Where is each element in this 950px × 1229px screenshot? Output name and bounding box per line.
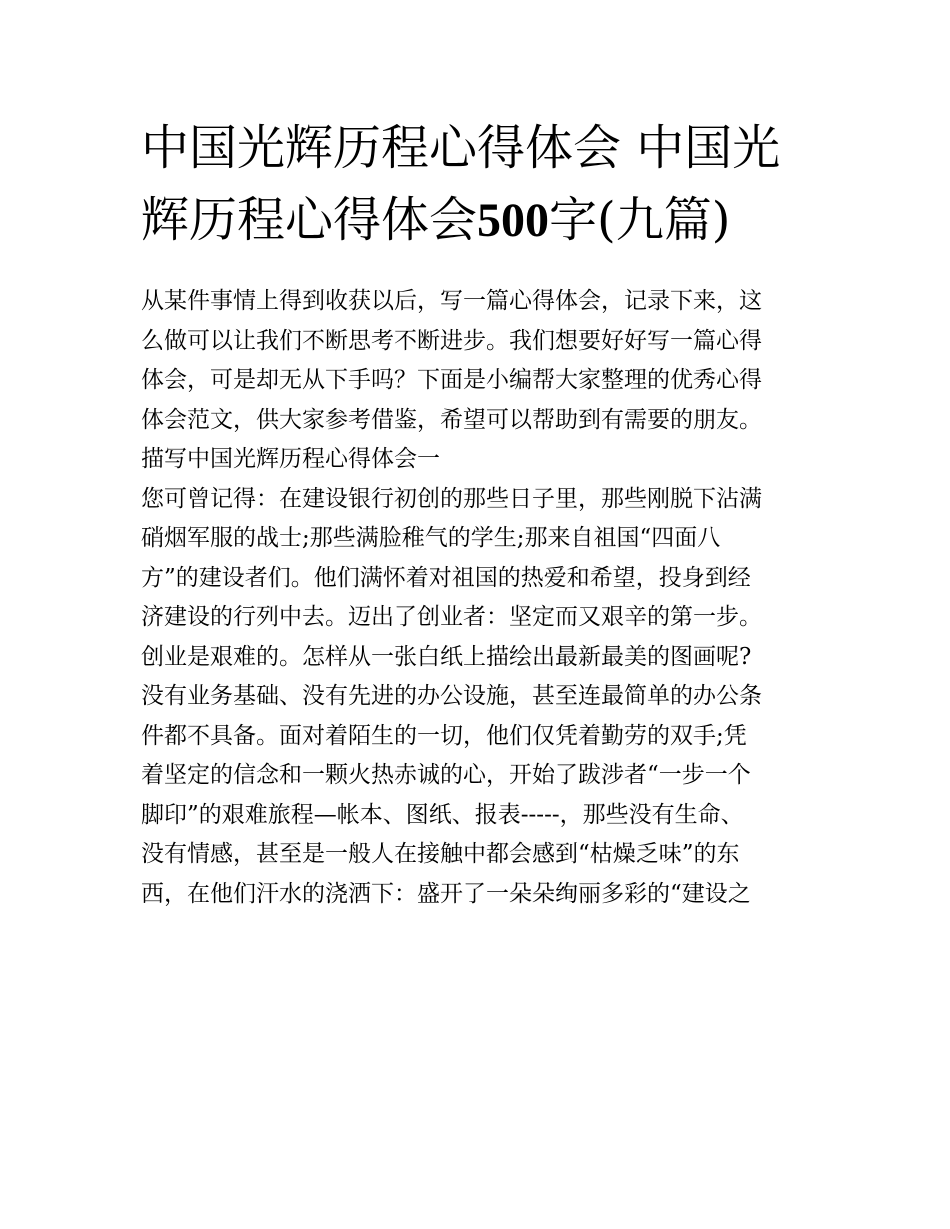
body-line: 没有业务基础、没有先进的办公设施，甚至连最简单的办公条 — [141, 683, 762, 709]
title-line-1: 中国光辉历程心得体会 中国光 — [141, 120, 781, 176]
body-line: 体会，可是却无从下手吗？下面是小编帮大家整理的优秀心得 — [141, 367, 762, 393]
body-line: 脚印”的艰难旅程—帐本、图纸、报表-----，那些没有生命、 — [141, 801, 744, 828]
document-title — [141, 112, 821, 257]
body-line: 济建设的行列中去。迈出了创业者：坚定而又艰辛的第一步。 — [141, 604, 762, 630]
body-line: 从某件事情上得到收获以后，写一篇心得体会，记录下来，这 — [141, 288, 762, 314]
title-suffix: 字(九篇) — [549, 192, 731, 248]
body-line: 件都不具备。面对着陌生的一切，他们仅凭着勤劳的双手;凭 — [141, 722, 747, 749]
body-line: 没有情感，甚至是一般人在接触中都会感到“枯燥乏味”的东 — [141, 841, 740, 867]
title-line-2: 辉历程心得体会 — [141, 192, 478, 248]
document-body — [141, 282, 821, 914]
body-line: 创业是艰难的。怎样从一张白纸上描绘出最新最美的图画呢? — [141, 643, 752, 670]
body-line: 您可曾记得：在建设银行初创的那些日子里，那些刚脱下沾满 — [141, 485, 762, 512]
title-number: 500 — [477, 194, 550, 247]
body-line: 着坚定的信念和一颗火热赤诚的心，开始了跋涉者“一步一个 — [141, 762, 751, 788]
body-line: 硝烟军服的战士;那些满脸稚气的学生;那来自祖国“四面八 — [141, 525, 721, 551]
body-line: 么做可以让我们不断思考不断进步。我们想要好好写一篇心得 — [141, 327, 762, 354]
body-line: 体会范文，供大家参考借鉴，希望可以帮助到有需要的朋友。 — [141, 406, 762, 433]
body-line: 西，在他们汗水的浇洒下：盛开了一朵朵绚丽多彩的“建设之 — [141, 880, 751, 907]
body-line: 方”的建设者们。他们满怀着对祖国的热爱和希望，投身到经 — [141, 564, 751, 591]
section-heading: 描写中国光辉历程心得体会一 — [141, 446, 440, 472]
